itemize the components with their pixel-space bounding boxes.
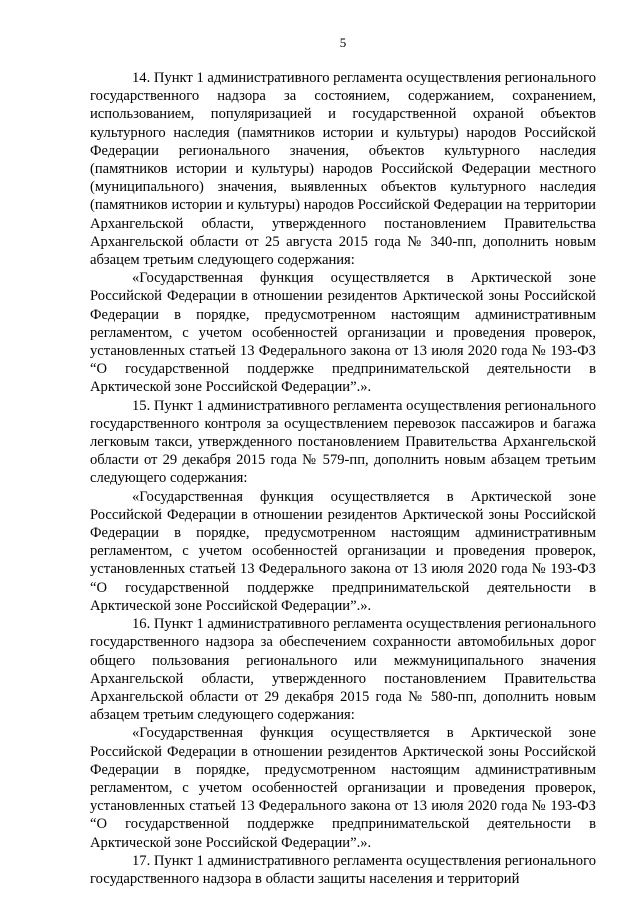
paragraph-item-16: 16. Пункт 1 административного регламента осуществления регионального государственного надзора за обеспечением сохранности автомобильных дорог общего пользования регионального или межмуниципального значения Архангельской области, утвержденного постановлением Правительства Архангельской области от 29 декабря 2015 года № 580-пп, дополнить новым абзацем третьим следующего содержания: — [90, 616, 596, 724]
paragraph-item-15: 15. Пункт 1 административного регламента осуществления регионального государственного контроля за осуществлением перевозок пассажиров и багажа легковым такси, утвержденного постановлением Правительства Архангельской области от 29 декабря 2015 года № 579-пп, дополнить новым абзацем третьим следующего содержания: — [90, 397, 596, 487]
paragraph-item-17: 17. Пункт 1 административного регламента осуществления регионального государственного надзора в области защиты населения и территорий — [90, 852, 596, 887]
paragraph-item-14: 14. Пункт 1 административного регламента осуществления регионального государственного надзора за состоянием, содержанием, сохранением, использованием, популяризацией и государственной охраной объектов культурного наследия (памятников истории и культуры) народов Российской Федерации регионального значения, объектов культурного наследия (памятников истории и культуры) народов Российской Федерации местного (муниципального) значения, выявленных объектов культурного наследия (памятников истории и культуры) народов Российской Федерации на территории Архангельской области, утвержденного постановлением Правительства Архангельской области от 25 августа 2015 года № 340-пп, дополнить новым абзацем третьим следующего содержания: — [90, 70, 596, 269]
paragraph-quote-16: «Государственная функция осуществляется в Арктической зоне Российской Федерации в отношении резидентов Арктической зоны Российской Федерации в порядке, предусмотренном настоящим административным регламентом, с учетом особенностей организации и проведения проверок, установленных статьей 13 Федерального закона от 13 июля 2020 года № 193-ФЗ “О государственной поддержке предпринимательской деятельности в Арктической зоне Российской Федерации”.». — [90, 725, 596, 851]
paragraph-quote-15: «Государственная функция осуществляется в Арктической зоне Российской Федерации в отношении резидентов Арктической зоны Российской Федерации в порядке, предусмотренном настоящим административным регламентом, с учетом особенностей организации и проведения проверок, установленных статьей 13 Федерального закона от 13 июля 2020 года № 193-ФЗ “О государственной поддержке предпринимательской деятельности в Арктической зоне Российской Федерации”.». — [90, 488, 596, 614]
page-number: 5 — [339, 35, 347, 50]
paragraph-quote-14: «Государственная функция осуществляется в Арктической зоне Российской Федерации в отношении резидентов Арктической зоны Российской Федерации в порядке, предусмотренном настоящим административным регламентом, с учетом особенностей организации и проведения проверок, установленных статьей 13 Федерального закона от 13 июля 2020 года № 193-ФЗ “О государственной поддержке предпринимательской деятельности в Арктической зоне Российской Федерации”.». — [90, 270, 596, 396]
